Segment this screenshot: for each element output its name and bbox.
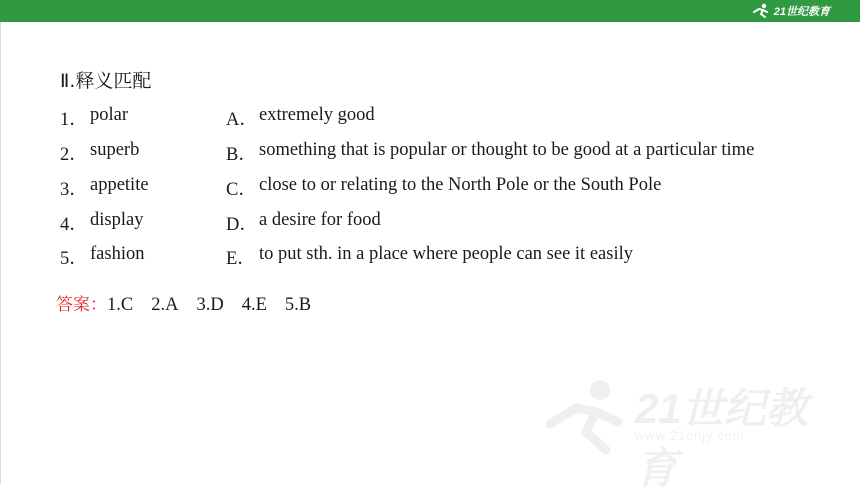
option-letter: D．	[226, 215, 258, 235]
item-word: fashion	[90, 244, 145, 264]
logo-text: 21世纪教育	[773, 6, 830, 18]
runner-icon	[751, 3, 771, 19]
option-letter: E．	[226, 249, 256, 269]
item-word: appetite	[90, 175, 149, 195]
watermark-text: 21世纪教育	[635, 385, 808, 492]
answer-item: 2.A	[151, 295, 179, 315]
option-letter: B．	[226, 145, 257, 165]
answer-item: 4.E	[241, 295, 267, 315]
item-number: 4．	[60, 215, 88, 235]
answer-item: 1.C	[107, 295, 134, 315]
site-logo	[751, 1, 830, 21]
option-letter: A．	[226, 110, 258, 130]
option-definition: extremely good	[259, 105, 375, 125]
item-number: 3．	[60, 180, 88, 200]
item-number: 1．	[60, 110, 88, 130]
item-word: display	[90, 210, 144, 230]
option-definition: a desire for food	[259, 210, 381, 230]
option-definition: close to or relating to the North Pole or the South Pole	[259, 175, 662, 195]
item-number: 5．	[60, 249, 88, 269]
answer-label: 答案：	[56, 295, 107, 315]
answer-item: 5.B	[284, 295, 312, 315]
watermark-url: www.21cnjy.com	[635, 428, 745, 443]
runner-icon	[540, 376, 630, 456]
option-definition: something that is popular or thought to be good at a particular time	[259, 140, 755, 160]
answer-line	[56, 290, 311, 316]
watermark-logo	[540, 372, 840, 492]
header-bar	[0, 0, 860, 22]
option-definition: to put sth. in a place where people can see it easily	[259, 244, 633, 264]
slide-border	[0, 22, 1, 484]
answer-item: 3.D	[196, 295, 224, 315]
item-word: polar	[90, 105, 129, 125]
section-title: Ⅱ.释义匹配	[60, 70, 152, 92]
item-word: superb	[90, 140, 140, 160]
option-letter: C．	[226, 180, 257, 200]
item-number: 2．	[60, 145, 88, 165]
